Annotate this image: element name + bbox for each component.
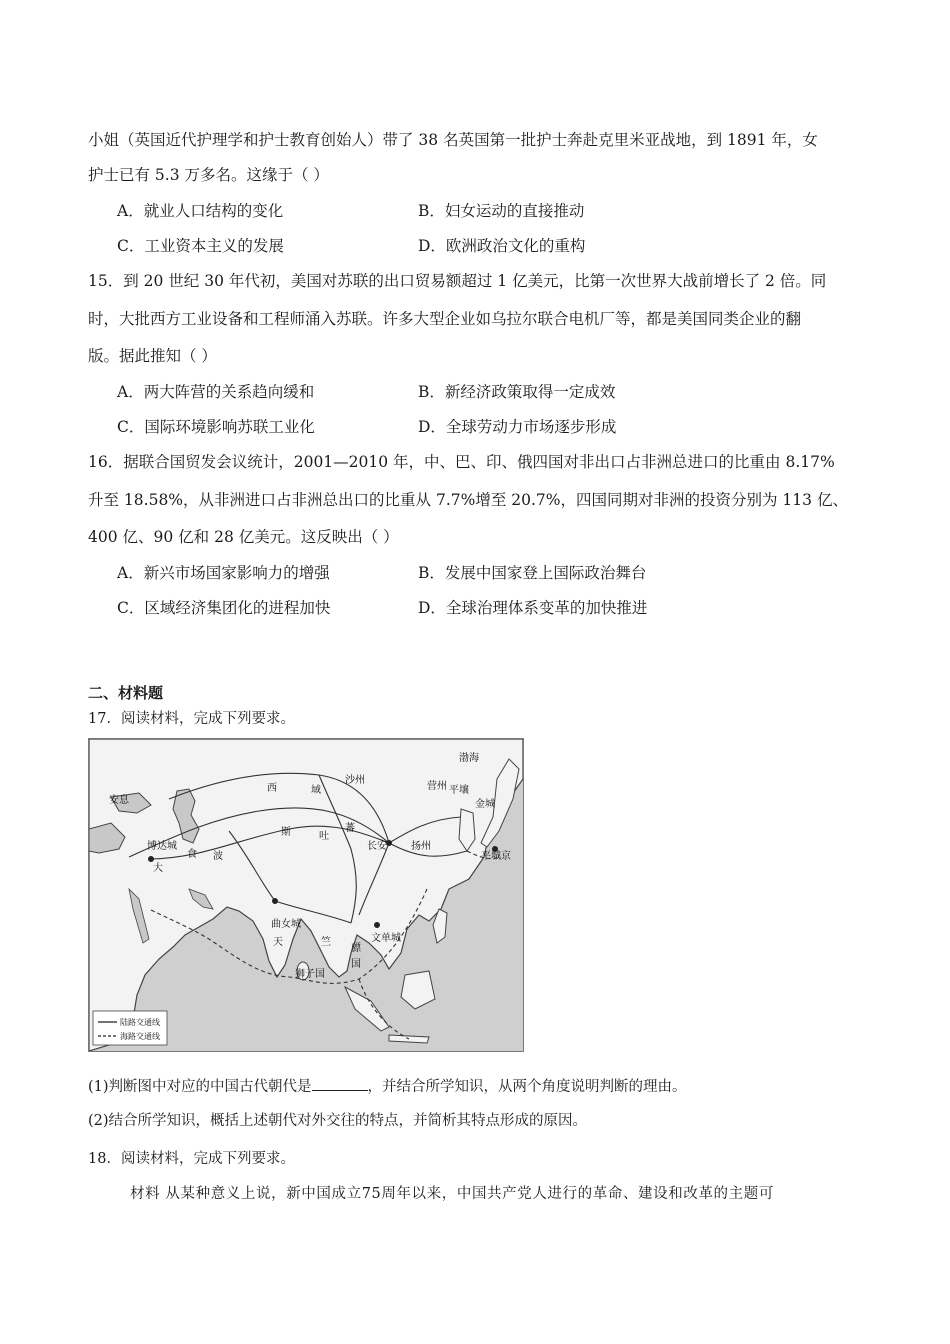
map-label: 天 xyxy=(273,937,283,948)
q16-option-b[interactable]: B．发展中国家登上国际政治舞台 xyxy=(418,564,647,582)
q17-sub2: (2)结合所学知识，概括上述朝代对外交往的特点，并简析其特点形成的原因。 xyxy=(88,1113,588,1129)
map-label: 骠 xyxy=(351,943,361,954)
q17-stem: 17．阅读材料，完成下列要求。 xyxy=(88,711,295,727)
map-label: 波 xyxy=(213,851,223,862)
q15-option-c[interactable]: C．国际环境影响苏联工业化 xyxy=(117,418,315,436)
map-legend xyxy=(93,1011,167,1045)
map-label: 文单城 xyxy=(371,933,401,944)
q15-option-d[interactable]: D．全球劳动力市场逐步形成 xyxy=(418,418,617,436)
section-title: 二、材料题 xyxy=(88,684,164,702)
q14-option-b[interactable]: B．妇女运动的直接推动 xyxy=(418,202,585,220)
map-label: 营州 xyxy=(427,781,447,792)
q16-option-a[interactable]: A．新兴市场国家影响力的增强 xyxy=(117,564,330,582)
q15-option-a[interactable]: A．两大阵营的关系趋向缓和 xyxy=(117,383,315,401)
city-marker-kannauj xyxy=(272,898,278,904)
q17-sub1 xyxy=(88,1076,687,1097)
map-label: 国 xyxy=(351,959,361,970)
q18-stem: 18．阅读材料，完成下列要求。 xyxy=(88,1151,295,1167)
q18-material: 材料 从某种意义上说，新中国成立75周年以来，中国共产党人进行的革命、建设和改革的主题可 xyxy=(130,1186,774,1202)
map-label: 安息 xyxy=(109,795,129,806)
q14-stem-line1: 小姐（英国近代护理学和护士教育创始人）带了 38 名英国第一批护士奔赴克里米亚战地，到 1891 年，女 xyxy=(88,131,818,149)
legend-sea: 海路交通线 xyxy=(120,1032,160,1041)
q15-stem-line1: 15．到 20 世纪 30 年代初，美国对苏联的出口贸易额超过 1 亿美元，比第一次世界大战前增长了 2 倍。同 xyxy=(88,272,827,290)
historical-route-map xyxy=(88,738,524,1052)
q16-option-c[interactable]: C．区域经济集团化的进程加快 xyxy=(117,599,331,617)
q15-stem-line2: 时，大批西方工业设备和工程师涌入苏联。许多大型企业如乌拉尔联合电机厂等，都是美国同类企业的翻 xyxy=(88,310,802,328)
map-label: 长安 xyxy=(367,841,387,852)
q16-stem-line2: 升至 18.58%，从非洲进口占非洲总出口的比重从 7.7%增至 20.7%，四国同期对非洲的投资分别为 113 亿、 xyxy=(88,491,848,509)
q16-stem-line3: 400 亿、90 亿和 28 亿美元。这反映出（ ） xyxy=(88,528,399,546)
map-label: 渤海 xyxy=(459,753,479,764)
map-label: 斯 xyxy=(281,827,291,838)
q16-option-d[interactable]: D．全球治理体系变革的加快推进 xyxy=(418,599,648,617)
map-label: 大 xyxy=(153,863,163,874)
legend-land: 陆路交通线 xyxy=(120,1018,160,1027)
map-label: 平壤 xyxy=(449,785,469,796)
q14-option-a[interactable]: A．就业人口结构的变化 xyxy=(117,202,284,220)
answer-blank[interactable] xyxy=(312,1076,368,1091)
q15-stem-line3: 版。据此推知（ ） xyxy=(88,347,217,365)
map-label: 狮子国 xyxy=(295,969,325,980)
city-marker-baghdad xyxy=(148,856,154,862)
map-label: 沙州 xyxy=(345,775,365,786)
map-label: 平城京 xyxy=(481,851,511,862)
map-label: 食 xyxy=(187,849,197,860)
map-label: 竺 xyxy=(321,937,331,948)
map-label: 博达城 xyxy=(147,841,177,852)
map-label: 曲女城 xyxy=(271,919,301,930)
q17-sub1-prefix: (1)判断图中对应的中国古代朝代是 xyxy=(88,1079,312,1095)
map-label: 吐 xyxy=(319,831,329,842)
q14-option-c[interactable]: C．工业资本主义的发展 xyxy=(117,237,284,255)
q14-stem-line2: 护士已有 5.3 万多名。这缘于（ ） xyxy=(88,166,329,184)
map-label: 域 xyxy=(311,785,321,796)
q15-option-b[interactable]: B．新经济政策取得一定成效 xyxy=(418,383,616,401)
q14-option-d[interactable]: D．欧洲政治文化的重构 xyxy=(418,237,586,255)
map-label: 西 xyxy=(267,783,277,794)
q16-stem-line1: 16．据联合国贸发会议统计，2001—2010 年，中、巴、印、俄四国对非出口占非洲总进口的比重由 8.17% xyxy=(88,453,835,471)
q17-sub1-suffix: ，并结合所学知识，从两个角度说明判断的理由。 xyxy=(367,1079,687,1095)
map-label: 扬州 xyxy=(411,841,431,852)
map-label: 蕃 xyxy=(345,823,355,834)
map-label: 金城 xyxy=(475,799,495,810)
city-marker-wendan xyxy=(374,922,380,928)
